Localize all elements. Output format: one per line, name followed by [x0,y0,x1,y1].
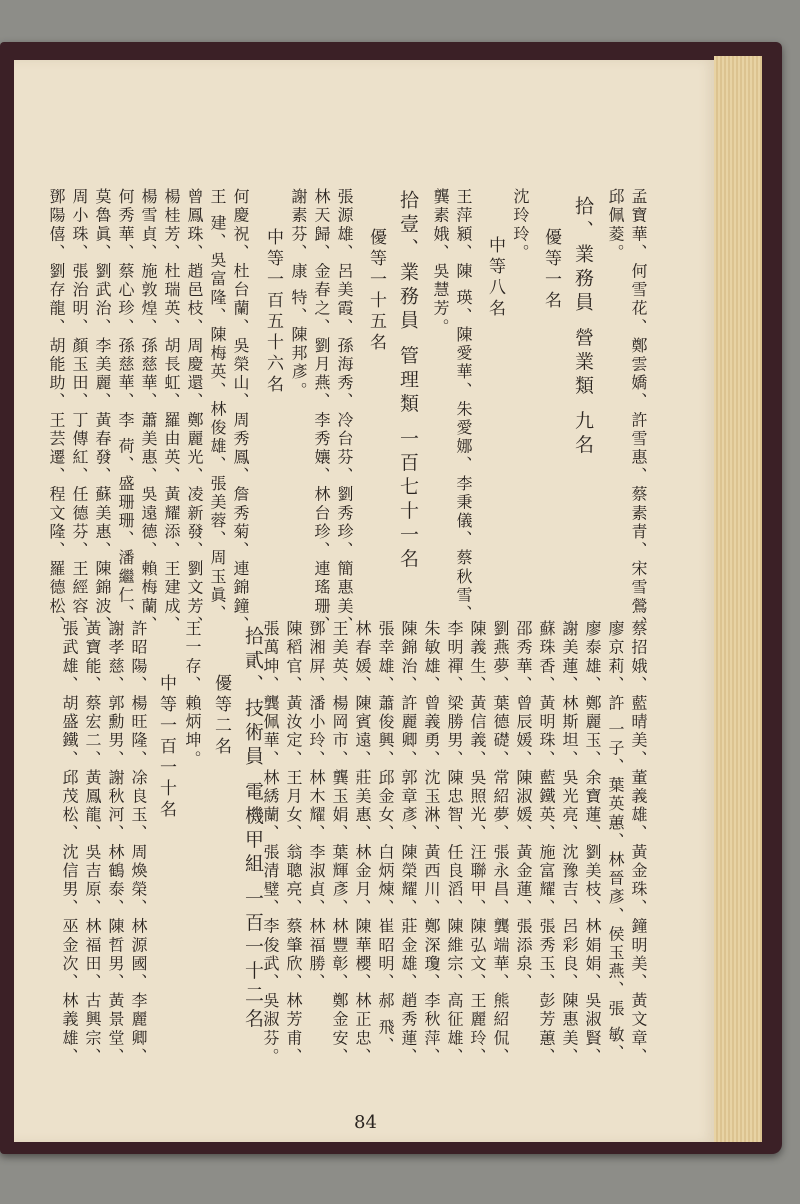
name-column: 何秀華、蔡心珍、孫慈華、李 荷、盛珊珊、潘繼仁、 [116,188,135,624]
subsection-heading: 中等一百五十六名 [263,228,283,396]
name-column: 何慶祝、杜台蘭、吳榮山、周秀鳳、詹秀菊、連錦鐘、 [231,188,250,635]
name-column: 楊桂芳、杜瑞英、胡長虹、羅由英、黃耀添、王建成、 [162,188,181,635]
name-column: 周小珠、張治明、顏玉田、丁傳紅、任德芬、王經容、 [70,188,89,635]
subsection-heading: 優等二名 [211,674,231,758]
name-column: 林春媛、陳賓遠、莊美惠、林金月、陳華櫻、林正忠、 [353,620,372,1067]
subsection-heading: 中等八名 [485,236,505,320]
name-column: 沈玲玲。 [511,188,530,263]
name-column: 曾鳳珠、趙邑枝、周慶還、鄭麗光、凌新發、劉文芳、 [185,188,204,635]
name-column: 張幸雄、蕭俊興、邱金女、白炳煉、崔昭明、郝 飛、 [376,620,395,1056]
name-column: 蔡招娥、藍晴美、董義雄、黃金珠、鐘明美、黃文章、 [629,620,648,1067]
name-column: 孟寶華、何雪花、鄭雲嬌、許雪惠、蔡素青、宋雪鶯、 [629,188,648,635]
name-column: 張源雄、呂美霞、孫海秀、冷台芬、劉秀珍、簡惠美、 [335,188,354,635]
name-column: 陳義生、黃信義、吳照光、汪聯甲、陳弘文、王麗玲、 [468,620,487,1067]
name-column: 邱佩菱。 [606,188,625,263]
name-column: 龔素娥、吳慧芳。 [431,188,450,337]
name-column: 廖泰雄、鄭麗玉、余寶蓮、劉美枝、林娟娟、吳淑賢、 [583,620,602,1067]
section-heading: 拾、業務員 營業類 九名 [572,196,594,459]
section-heading: 拾貳、技術員 電機甲組 一百一十二名 [242,626,264,1033]
name-column: 王一存、賴炳坤。 [183,620,202,769]
subsection-heading: 中等一百一十名 [156,674,176,821]
name-column: 陳錦治、許麗卿、郭章彥、陳榮耀、莊金雄、趙秀蓮、 [399,620,418,1067]
name-column: 李明禪、梁勝男、陳忠智、任良滔、陳維宗、高征雄、 [445,620,464,1067]
name-column: 王萍潁、陳 瑛、陳愛華、朱愛娜、李秉儀、蔡秋雪、 [454,188,473,624]
name-column: 王美英、楊岡市、龔玉娟、葉輝彥、林豐彰、鄭金安、 [330,620,349,1067]
name-column: 林天歸、金春之、劉月燕、李秀孃、林台珍、連瑤珊、 [312,188,331,635]
name-column: 許昭陽、楊旺隆、凃良玉、周煥榮、林源國、李麗卿、 [129,620,148,1067]
name-column: 鄧陽僖、劉存龍、胡能助、王芸遷、程文隆、羅德松、 [47,188,66,635]
name-column: 黃寶能、蔡宏二、黃鳳龍、吳吉原、林福田、古興宗、 [83,620,102,1067]
name-column: 鄧湘屏、潘小玲、林木耀、李淑貞、林福勝、 [307,620,326,992]
page-number: 84 [354,1112,377,1133]
name-column: 邵秀華、曾辰媛、陳淑媛、黃金蓮、張添泉、 [514,620,533,992]
book-page [14,60,714,1142]
subsection-heading: 優等一名 [541,228,561,312]
name-column: 蘇珠香、黃明珠、藍鐵英、施富耀、張秀玉、彭芳蕙、 [537,620,556,1067]
name-column: 張武雄、胡盛鐵、邱茂松、沈信男、巫金次、林義雄、 [60,620,79,1067]
name-column: 王 建、吳富隆、陳梅英、林俊雄、張美蓉、周玉眞、 [208,188,227,624]
name-column: 陳稻官、黃汝定、王月女、翁聰亮、蔡肇欣、林芳甫、 [284,620,303,1067]
name-column: 謝素芬、康 特、陳邦彥。 [289,188,308,401]
subsection-heading: 優等一十五名 [366,228,386,354]
name-column: 楊雪貞、施敦煌、孫慈華、蕭美惠、吳遠德、賴梅蘭、 [139,188,158,635]
section-heading: 拾壹、業務員 管理類 一百七十一名 [397,190,419,573]
page-edges [714,56,762,1142]
name-column: 張萬坤、龔佩華、林綉蘭、張清璧、李俊武、吳淑芬。 [261,620,280,1067]
name-column: 劉燕夢、葉德礎、常紹夢、張永昌、龔端華、熊紹侃、 [491,620,510,1067]
name-column: 莫魯眞、劉武治、李美麗、黃春發、蘇美惠、陳錦波、 [93,188,112,635]
name-column: 朱敏雄、曾義勇、沈玉淋、黃西川、鄭深瓊、李秋萍、 [422,620,441,1067]
name-column: 謝美蓮、林斯坦、吳光亮、沈豫吉、呂彩良、陳惠美、 [560,620,579,1067]
name-column: 謝孝慈、郭勳男、謝秋河、林鶴泰、陳哲男、黃景堂、 [106,620,125,1067]
name-column: 廖京莉、許 一子、葉英蕙、林晉彥、侯玉燕、張 敏、 [606,620,625,1064]
